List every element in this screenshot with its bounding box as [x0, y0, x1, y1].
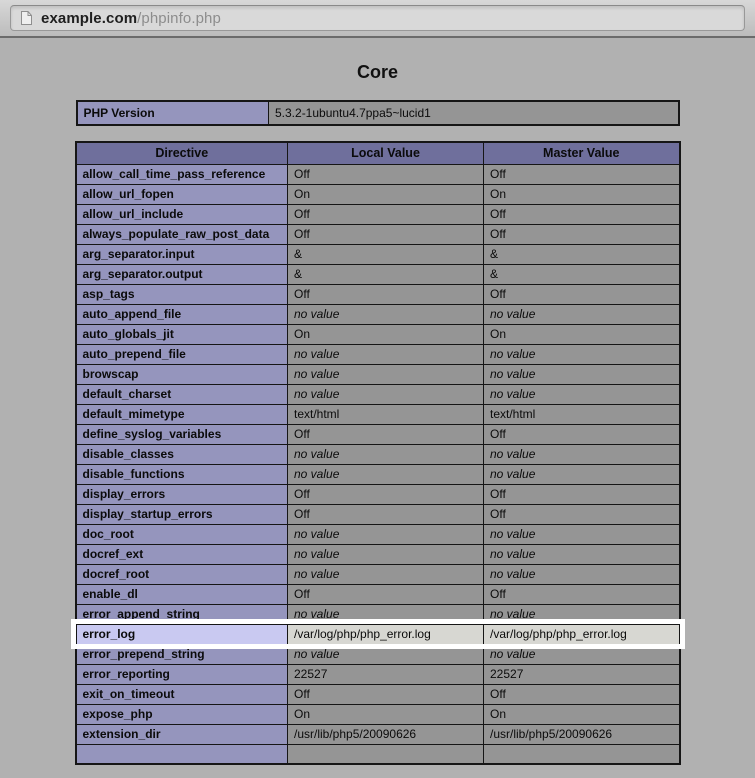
- local-value: no value: [288, 604, 484, 624]
- table-row: [76, 664, 680, 684]
- directive-name: arg_separator.input: [76, 244, 288, 264]
- local-value: no value: [288, 384, 484, 404]
- directives-header-row: [76, 142, 680, 164]
- master-value: Off: [484, 204, 680, 224]
- directive-name: error_reporting: [76, 664, 288, 684]
- master-value: Off: [484, 504, 680, 524]
- url-text: [41, 10, 221, 27]
- table-row: [76, 424, 680, 444]
- local-value: no value: [288, 344, 484, 364]
- local-value: 22527: [288, 664, 484, 684]
- table-row: [76, 604, 680, 624]
- table-row: [76, 584, 680, 604]
- directives-table: [75, 141, 681, 765]
- directive-name: disable_functions: [76, 464, 288, 484]
- table-row: [76, 164, 680, 184]
- table-row: [76, 264, 680, 284]
- master-value: no value: [484, 344, 680, 364]
- master-value: On: [484, 184, 680, 204]
- master-value: /var/log/php/php_error.log: [484, 624, 680, 644]
- php-version-label: PHP Version: [77, 101, 269, 125]
- directive-name: asp_tags: [76, 284, 288, 304]
- local-value: Off: [288, 484, 484, 504]
- local-value: [288, 744, 484, 764]
- local-value: &: [288, 244, 484, 264]
- directive-name: expose_php: [76, 704, 288, 724]
- directive-name: disable_classes: [76, 444, 288, 464]
- table-row: [76, 204, 680, 224]
- directive-name: define_syslog_variables: [76, 424, 288, 444]
- master-value: no value: [484, 564, 680, 584]
- table-row: [76, 404, 680, 424]
- table-row: [76, 544, 680, 564]
- directive-name: display_startup_errors: [76, 504, 288, 524]
- directive-name: error_append_string: [76, 604, 288, 624]
- master-value: no value: [484, 364, 680, 384]
- table-row: [76, 724, 680, 744]
- directive-name: [76, 744, 288, 764]
- table-row: [76, 524, 680, 544]
- master-value: no value: [484, 444, 680, 464]
- directive-name: docref_root: [76, 564, 288, 584]
- local-value: On: [288, 324, 484, 344]
- local-value: Off: [288, 424, 484, 444]
- master-value: text/html: [484, 404, 680, 424]
- master-value: On: [484, 704, 680, 724]
- local-value: no value: [288, 544, 484, 564]
- local-value: no value: [288, 364, 484, 384]
- phpinfo-page: [0, 62, 755, 765]
- directive-name: auto_append_file: [76, 304, 288, 324]
- directive-name: auto_prepend_file: [76, 344, 288, 364]
- master-value: /usr/lib/php5/20090626: [484, 724, 680, 744]
- table-row: [76, 464, 680, 484]
- directive-name: arg_separator.output: [76, 264, 288, 284]
- directive-name: display_errors: [76, 484, 288, 504]
- master-value: no value: [484, 464, 680, 484]
- php-version-table: [76, 100, 680, 126]
- highlighted-row-error-log: [76, 624, 680, 644]
- directive-name: error_prepend_string: [76, 644, 288, 664]
- local-value: Off: [288, 584, 484, 604]
- local-value: /usr/lib/php5/20090626: [288, 724, 484, 744]
- local-value: On: [288, 704, 484, 724]
- local-value: no value: [288, 464, 484, 484]
- table-row: [76, 484, 680, 504]
- url-host: example.com: [41, 9, 138, 27]
- master-value: Off: [484, 224, 680, 244]
- directive-name: browscap: [76, 364, 288, 384]
- table-row: [76, 744, 680, 764]
- table-row: [76, 444, 680, 464]
- local-value: Off: [288, 204, 484, 224]
- table-row: [76, 684, 680, 704]
- local-value: text/html: [288, 404, 484, 424]
- table-row: [76, 284, 680, 304]
- local-value: Off: [288, 504, 484, 524]
- master-value: Off: [484, 284, 680, 304]
- master-value: no value: [484, 544, 680, 564]
- local-value: Off: [288, 224, 484, 244]
- directive-name: default_charset: [76, 384, 288, 404]
- local-value: Off: [288, 684, 484, 704]
- directive-name: default_mimetype: [76, 404, 288, 424]
- directive-name: always_populate_raw_post_data: [76, 224, 288, 244]
- table-row: [76, 364, 680, 384]
- directive-name: error_log: [76, 624, 288, 644]
- local-value: On: [288, 184, 484, 204]
- master-value: no value: [484, 604, 680, 624]
- master-value: Off: [484, 584, 680, 604]
- directive-name: allow_call_time_pass_reference: [76, 164, 288, 184]
- local-value: no value: [288, 524, 484, 544]
- table-row: [76, 644, 680, 664]
- master-value: no value: [484, 384, 680, 404]
- master-value: Off: [484, 484, 680, 504]
- directive-name: allow_url_include: [76, 204, 288, 224]
- table-row: [76, 244, 680, 264]
- column-header-master-value: Master Value: [484, 142, 680, 164]
- master-value: no value: [484, 304, 680, 324]
- master-value: Off: [484, 684, 680, 704]
- local-value: Off: [288, 164, 484, 184]
- table-row: [76, 184, 680, 204]
- browser-toolbar: [0, 0, 755, 38]
- table-row: [76, 344, 680, 364]
- local-value: no value: [288, 564, 484, 584]
- table-row: [76, 324, 680, 344]
- column-header-directive: Directive: [76, 142, 288, 164]
- local-value: Off: [288, 284, 484, 304]
- directive-name: extension_dir: [76, 724, 288, 744]
- php-version-row: [77, 101, 679, 125]
- master-value: 22527: [484, 664, 680, 684]
- directive-name: doc_root: [76, 524, 288, 544]
- url-bar[interactable]: [10, 5, 745, 31]
- column-header-local-value: Local Value: [288, 142, 484, 164]
- directive-name: allow_url_fopen: [76, 184, 288, 204]
- url-path: /phpinfo.php: [137, 9, 221, 27]
- table-row: [76, 564, 680, 584]
- directive-name: enable_dl: [76, 584, 288, 604]
- page-icon: [20, 10, 33, 26]
- master-value: On: [484, 324, 680, 344]
- table-row: [76, 304, 680, 324]
- master-value: [484, 744, 680, 764]
- table-row: [76, 704, 680, 724]
- directive-name: exit_on_timeout: [76, 684, 288, 704]
- local-value: no value: [288, 304, 484, 324]
- php-version-value: 5.3.2-1ubuntu4.7ppa5~lucid1: [269, 101, 679, 125]
- master-value: no value: [484, 524, 680, 544]
- master-value: Off: [484, 164, 680, 184]
- directive-name: docref_ext: [76, 544, 288, 564]
- local-value: &: [288, 264, 484, 284]
- local-value: /var/log/php/php_error.log: [288, 624, 484, 644]
- table-row: [76, 504, 680, 524]
- directive-name: auto_globals_jit: [76, 324, 288, 344]
- local-value: no value: [288, 444, 484, 464]
- table-row: [76, 224, 680, 244]
- master-value: &: [484, 244, 680, 264]
- page-title: Core: [356, 62, 398, 82]
- table-row: [76, 384, 680, 404]
- master-value: Off: [484, 424, 680, 444]
- master-value: &: [484, 264, 680, 284]
- master-value: no value: [484, 644, 680, 664]
- local-value: no value: [288, 644, 484, 664]
